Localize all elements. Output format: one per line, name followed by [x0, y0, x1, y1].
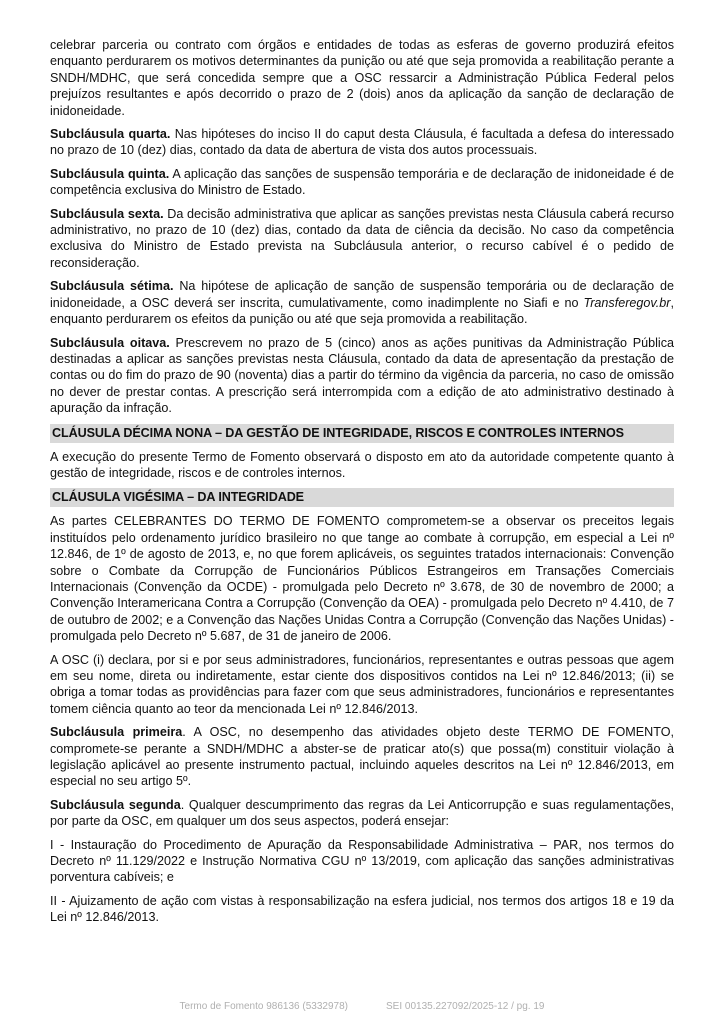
paragraph-osc-declara: A OSC (i) declara, por si e por seus administradores, funcionários, representantes e outras pessoas que agem em seu nome, direta ou indiretamente, estar ciente dos dispositivos contidos na Lei nº 12.846/2013; (ii) se obriga a tomar todas as providências para fazer com que seus administradores, funcionários e representantes tomem ciência quanto ao teor da mencionada Lei nº 12.846/2013. [50, 652, 674, 716]
subclausula-text: . A OSC, no desempenho das atividades objeto deste TERMO DE FOMENTO, compromete-se perante a SNDH/MDHC a abster-se de praticar ato(s) que possa(m) constituir violação à legislação aplicável ao presente instrumento pactual, incluindo aqueles descritos na Lei nº 12.846/2013, em especial no seu artigo 5º. [50, 725, 674, 789]
subclausula-setima [50, 278, 674, 327]
subclausula-label: Subcláusula sétima. [50, 279, 174, 294]
footer-document-id: Termo de Fomento 986136 (5332978) [179, 1001, 348, 1012]
subclausula-text: , enquanto perdurarem os efeitos da punição ou até que seja promovida a reabilitação. [50, 295, 674, 327]
subclausula-label: Subcláusula sexta. [50, 206, 164, 221]
subclausula-segunda [50, 797, 674, 830]
document-page [50, 37, 674, 926]
transferegov-term: Transferegov.br [583, 295, 671, 310]
subclausula-label: Subcláusula quarta. [50, 127, 171, 142]
subclausula-text: . Qualquer descumprimento das regras da Lei Anticorrupção e suas regulamentações, por parte da OSC, em qualquer um dos seus aspectos, poderá ensejar: [50, 797, 674, 829]
subclausula-primeira [50, 724, 674, 790]
subclausula-label: Subcláusula segunda [50, 797, 181, 812]
subclausula-label: Subcláusula quinta. [50, 166, 170, 181]
paragraph-inidoneidade: celebrar parceria ou contrato com órgãos e entidades de todas as esferas de governo produzirá efeitos enquanto perdurarem os motivos determinantes da punição ou até que seja promovida a reabilitação perante a SNDH/MDHC, que será concedida sempre que a OSC ressarcir a Administração Pública Federal pelos prejuízos resultantes e após decorrido o prazo de 2 (dois) anos da aplicação da sanção de declaração de inidoneidade. [50, 38, 674, 118]
subclausula-text: Prescrevem no prazo de 5 (cinco) anos as ações punitivas da Administração Pública destinadas a aplicar as sanções previstas nesta Cláusula, contado da data de apresentação da prestação de contas ou do fim do prazo de 90 (noventa) dias a partir do término da vigência da parceria, no caso de omissão no dever de prestar contas. A prescrição será interrompida com a edição de ato administrativo destinado à apuração da infração. [50, 335, 674, 416]
item-ii-ajuizamento: II - Ajuizamento de ação com vistas à responsabilização na esfera judicial, nos termos dos artigos 18 e 19 da Lei nº 12.846/2013. [50, 893, 674, 925]
paragraph-tratados: As partes CELEBRANTES DO TERMO DE FOMENTO comprometem-se a observar os preceitos legais instituídos pelo ordenamento jurídico brasileiro no que tange ao combate à corrupção, em especial a Lei nº 12.846, de 1º de agosto de 2013, e, no que forem aplicáveis, os seguintes tratados internacionais: Convenção sobre o Combate da Corrupção de Funcionários Públicos Estrangeiros em Transações Comerciais Internacionais (Convenção da OCDE) - promulgada pelo Decreto nº 3.678, de 30 de novembro de 2000; a Convenção Interamericana Contra a Corrupção (Convenção da OEA) - promulgada pelo Decreto nº 4.410, de 7 de outubro de 2002; e a Convenção das Nações Unidas Contra a Corrupção (Convenção das Nações Unidas) - promulgada pelo Decreto nº 5.687, de 31 de janeiro de 2006. [50, 514, 674, 644]
subclausula-label: Subcláusula oitava. [50, 335, 170, 350]
clausula-decima-nona-heading: CLÁUSULA DÉCIMA NONA – DA GESTÃO DE INTEGRIDADE, RISCOS E CONTROLES INTERNOS [50, 424, 674, 443]
subclausula-quinta [50, 166, 674, 199]
page-footer [0, 1001, 724, 1012]
paragraph-gestao-integridade: A execução do presente Termo de Fomento observará o disposto em ato da autoridade competente quanto à gestão de integridade, riscos e de controles internos. [50, 449, 674, 480]
subclausula-text: A aplicação das sanções de suspensão temporária e de declaração de inidoneidade é de competência exclusiva do Ministro de Estado. [50, 166, 674, 198]
subclausula-sexta [50, 206, 674, 272]
subclausula-text: Nas hipóteses do inciso II do caput desta Cláusula, é facultada a defesa do interessado no prazo de 10 (dez) dias, contado da data de abertura de vista dos autos processuais. [50, 127, 675, 158]
subclausula-label: Subcláusula primeira [50, 725, 183, 740]
clausula-vigesima-heading: CLÁUSULA VIGÉSIMA – DA INTEGRIDADE [50, 488, 674, 507]
subclausula-oitava [50, 335, 674, 417]
subclausula-text: Na hipótese de aplicação de sanção de suspensão temporária ou de declaração de inidoneidade, a OSC deverá ser inscrita, cumulativamente, como inadimplente no Siafi e no [50, 279, 674, 310]
item-i-par: I - Instauração do Procedimento de Apuração da Responsabilidade Administrativa – PAR, nos termos do Decreto nº 11.129/2022 e Instrução Normativa CGU nº 13/2019, com aplicação das sanções administrativas porventura cabíveis; e [50, 837, 674, 885]
subclausula-text: Da decisão administrativa que aplicar as sanções previstas nesta Cláusula caberá recurso administrativo, no prazo de 10 (dez) dias, contado da data de ciência da decisão. No caso da competência exclusiva do Ministro de Estado prevista na Subcláusula anterior, o recurso cabível é o pedido de reconsideração. [50, 206, 674, 270]
subclausula-quarta [50, 126, 674, 159]
footer-sei-page: SEI 00135.227092/2025-12 / pg. 19 [385, 1001, 545, 1012]
